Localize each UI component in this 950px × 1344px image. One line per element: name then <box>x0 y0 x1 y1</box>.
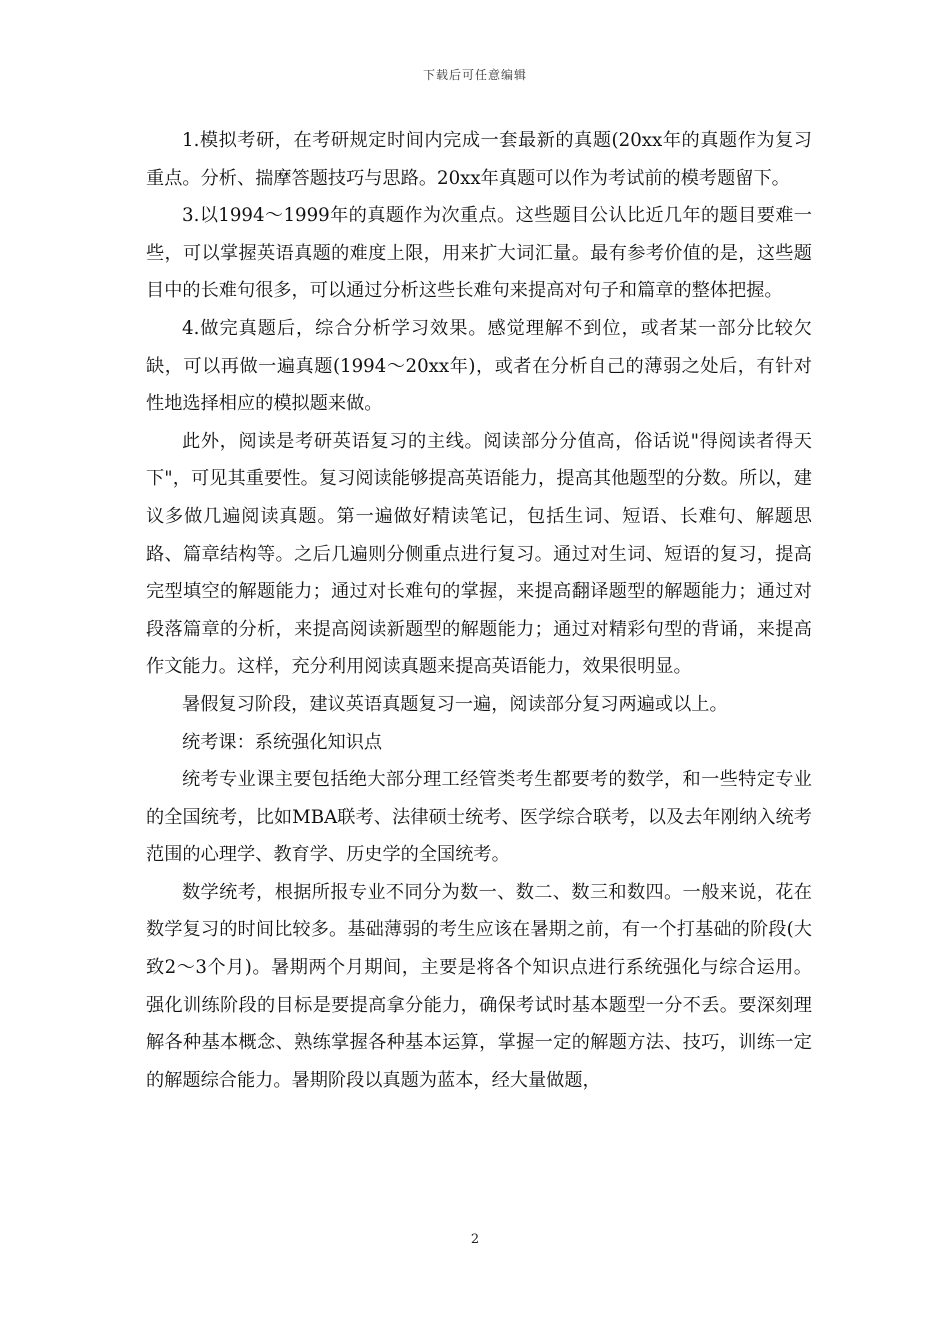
paragraph: 4.做完真题后，综合分析学习效果。感觉理解不到位，或者某一部分比较欠缺，可以再做一遍真题(1994～20xx年)，或者在分析自己的薄弱之处后，有针对性地选择相应的模拟题来做。 <box>146 317 812 415</box>
document-body <box>146 122 812 1099</box>
paragraph: 暑假复习阶段，建议英语真题复习一遍，阅读部分复习两遍或以上。 <box>182 693 728 715</box>
paragraph: 统考专业课主要包括绝大部分理工经管类考生都要考的数学，和一些特定专业的全国统考，比如MBA联考、法律硕士统考、医学综合联考，以及去年刚纳入统考范围的心理学、教育学、历史学的全国统考。 <box>146 769 812 866</box>
paragraph: 3.以1994～1999年的真题作为次重点。这些题目公认比近几年的题目要难一些，可以掌握英语真题的难度上限，用来扩大词汇量。最有参考价值的是，这些题目中的长难句很多，可以通过分析这些长难句来提高对句子和篇章的整体把握。 <box>146 205 812 302</box>
paragraph: 1.模拟考研，在考研规定时间内完成一套最新的真题(20xx年的真题作为复习重点。分析、揣摩答题技巧与思路。20xx年真题可以作为考试前的模考题留下。 <box>146 130 812 189</box>
paragraph: 此外，阅读是考研英语复习的主线。阅读部分分值高，俗话说"得阅读者得天下"，可见其重要性。复习阅读能够提高英语能力，提高其他题型的分数。所以，建议多做几遍阅读真题。第一遍做好精读笔记，包括生词、短语、长难句、解题思路、篇章结构等。之后几遍则分侧重点进行复习。通过对生词、短语的复习，提高完型填空的解题能力；通过对长难句的掌握，来提高翻译题型的解题能力；通过对段落篇章的分析，来提高阅读新题型的解题能力；通过对精彩句型的背诵，来提高作文能力。这样，充分利用阅读真题来提高英语能力，效果很明显。 <box>146 430 812 678</box>
page-header-note: 下载后可任意编辑 <box>422 68 527 82</box>
paragraph: 数学统考，根据所报专业不同分为数一、数二、数三和数四。一般来说，花在数学复习的时间比较多。基础薄弱的考生应该在暑期之前，有一个打基础的阶段(大致2～3个月)。暑期两个月期间，主要是将各个知识点进行系统强化与综合运用。强化训练阶段的目标是要提高拿分能力，确保考试时基本题型一分不丢。要深刻理解各种基本概念、熟练掌握各种基本运算，掌握一定的解题方法、技巧，训练一定的解题综合能力。暑期阶段以真题为蓝本，经大量做题， <box>146 881 812 1091</box>
page-number: 2 <box>470 1232 480 1247</box>
section-heading: 统考课：系统强化知识点 <box>182 731 383 753</box>
